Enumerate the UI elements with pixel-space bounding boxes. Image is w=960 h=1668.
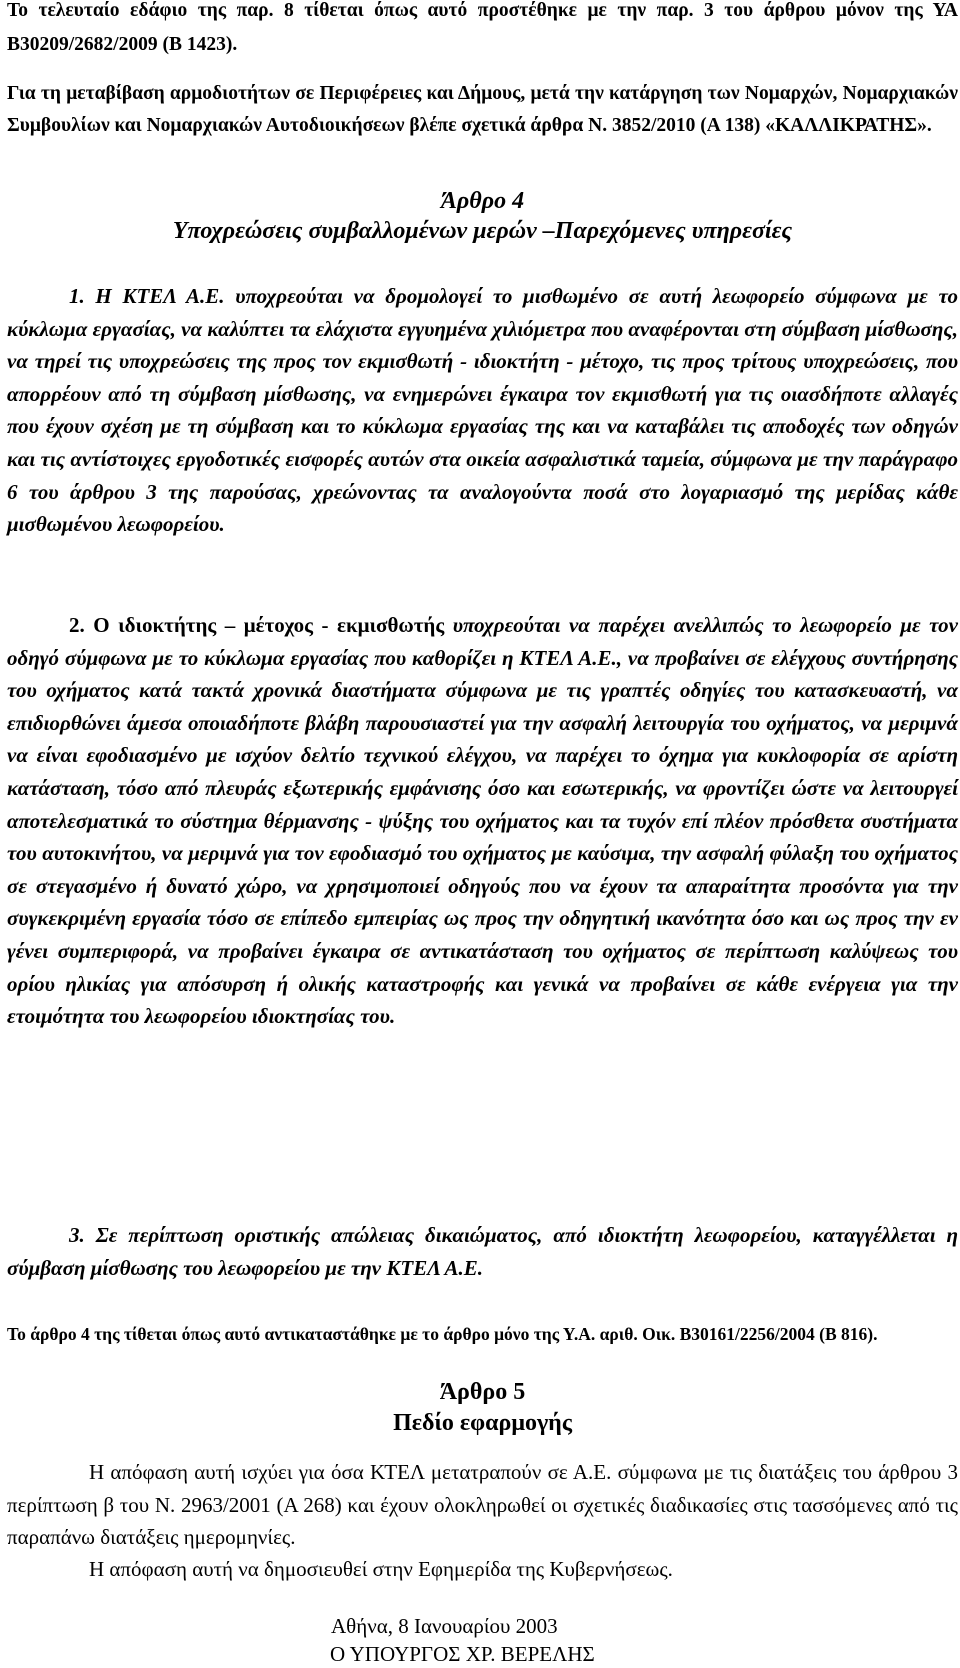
note-transfer: Για τη μεταβίβαση αρμοδιοτήτων σε Περιφέρειες και Δήμους, μετά την κατάργηση των Νομαρχών, Νομαρχιακών Συμβουλίων και Νομαρχιακών Αυτοδιοικήσεων βλέπε σχετικά άρθρα Ν. 3852/2010 (Α 138) «ΚΑΛΛΙΚΡΑΤΗΣ». xyxy=(7,83,958,136)
paragraph-2-text: υποχρεούται να παρέχει ανελλιπώς το λεωφορείο με τον οδηγό σύμφωνα με το κύκλωμα εργασίας που καθορίζει η ΚΤΕΛ Α.Ε., να προβαίνει σε ελέγχους συντήρησης του οχήματος κατά τακτά χρονικά διαστήματα σύμφωνα με τις γραπτές οδηγίες του κατασκευαστή, να επιδιορθώνει άμεσα οποιαδήποτε βλάβη παρουσιαστεί για την ασφαλή λειτουργία του οχήματος, να μεριμνά να είναι εφοδιασμένο με ισχύον δελτίο τεχνικού ελέγχου, να παρέχει το όχημα για κυκλοφορία σε αρίστη κατάσταση, τόσο από πλευράς εξωτερικής εμφάνισης όσο και εσωτερικής, να φροντίζει ώστε να λειτουργεί αποτελεσματικά το σύστημα θέρμανσης - ψύξης του οχήματος και τα τυχόν επί πλέον πρόσθετα συστήματα του αυτοκινήτου, να μεριμνά για τον εφοδιασμό του οχήματος με καύσιμα, την ασφαλή φύλαξη του οχήματος σε στεγασμένο ή δυνατό χώρο, να χρησιμοποιεί οδηγούς που να έχουν τα απαραίτητα προσόντα για την συγκεκριμένη εργασία τόσο σε επίπεδο εμπειρίας ως προς την οδηγητική ικανότητα όσο και ως προς την εν γένει συμπεριφορά, να προβαίνει έγκαιρα σε αντικατάσταση του οχήματος σε περίπτωση καλύψεως του ορίου ηλικίας για απόσυρση ή ολικής καταστροφής και γενικά να προβαίνει σε κάθε ενέργεια για την ετοιμότητα του λεωφορείου ιδιοκτησίας του. xyxy=(7,613,958,1029)
paragraph-2-number: 2. xyxy=(69,613,94,637)
article5-heading: Άρθρο 5 xyxy=(439,1379,526,1405)
article5-title: Πεδίο εφαρμογής xyxy=(393,1410,572,1436)
article4-note: Το άρθρο 4 της τίθεται όπως αυτό αντικαταστάθηκε με το άρθρο μόνο της Υ.Α. αριθ. Οικ. Β30161/2256/2004 (Β 816). xyxy=(7,1324,878,1344)
article4-paragraph-3: 3. Σε περίπτωση οριστικής απώλειας δικαιώματος, από ιδιοκτήτη λεωφορείου, καταγγέλλεται η σύμβαση μίσθωσης του λεωφορείου με την ΚΤΕΛ Α.Ε. xyxy=(7,1223,958,1280)
article4-title: Υποχρεώσεις συμβαλλομένων μερών –Παρεχόμενες υπηρεσίες xyxy=(172,218,793,244)
article4-heading: Άρθρο 4 xyxy=(440,188,525,214)
paragraph-2-lead: Ο ιδιοκτήτης – μέτοχος - εκμισθωτής xyxy=(93,613,445,637)
note-top: Το τελευταίο εδάφιο της παρ. 8 τίθεται όπως αυτό προστέθηκε με την παρ. 3 του άρθρου μόνον της ΥΑ Β30209/2682/2009 (Β 1423). xyxy=(7,0,958,55)
article4-paragraph-2 xyxy=(7,609,958,1033)
signature-date: Αθήνα, 8 Ιανουαρίου 2003 xyxy=(331,1614,558,1638)
article5-paragraph-2: Η απόφαση αυτή να δημοσιευθεί στην Εφημερίδα της Κυβερνήσεως. xyxy=(89,1557,673,1581)
signature-minister: Ο ΥΠΟΥΡΓΟΣ ΧΡ. ΒΕΡΕΛΗΣ xyxy=(330,1642,595,1666)
article5-paragraph-1: Η απόφαση αυτή ισχύει για όσα ΚΤΕΛ μετατραπούν σε Α.Ε. σύμφωνα με τις διατάξεις του άρθρου 3 περίπτωση β του Ν. 2963/2001 (Α 268) και έχουν ολοκληρωθεί οι σχετικές διαδικασίες στις τασσόμενες από τις παραπάνω διατάξεις ημερομηνίες. xyxy=(7,1460,958,1549)
article4-paragraph-1: 1. Η ΚΤΕΛ Α.Ε. υποχρεούται να δρομολογεί το μισθωμένο σε αυτή λεωφορείο σύμφωνα με το κύκλωμα εργασίας, να καλύπτει τα ελάχιστα εγγυημένα χιλιόμετρα που αναφέρονται στη σύμβαση μίσθωσης, να τηρεί τις υποχρεώσεις της προς τον εκμισθωτή - ιδιοκτήτη - μέτοχο, τις προς τρίτους υποχρεώσεις, που απορρέουν από τη σύμβαση μίσθωσης, να ενημερώνει έγκαιρα τον εκμισθωτή για τις οιασδήποτε αλλαγές που έχουν σχέση με τη σύμβαση και το κύκλωμα εργασίας της και να καταβάλει τις αποδοχές των οδηγών και τις αντίστοιχες εργοδοτικές εισφορές αυτών στα οικεία ασφαλιστικά ταμεία, σύμφωνα με την παράγραφο 6 του άρθρου 3 της παρούσας, χρεώνοντας τα αναλογούντα ποσά στο λογαριασμό της μερίδας κάθε μισθωμένου λεωφορείου. xyxy=(7,284,958,537)
